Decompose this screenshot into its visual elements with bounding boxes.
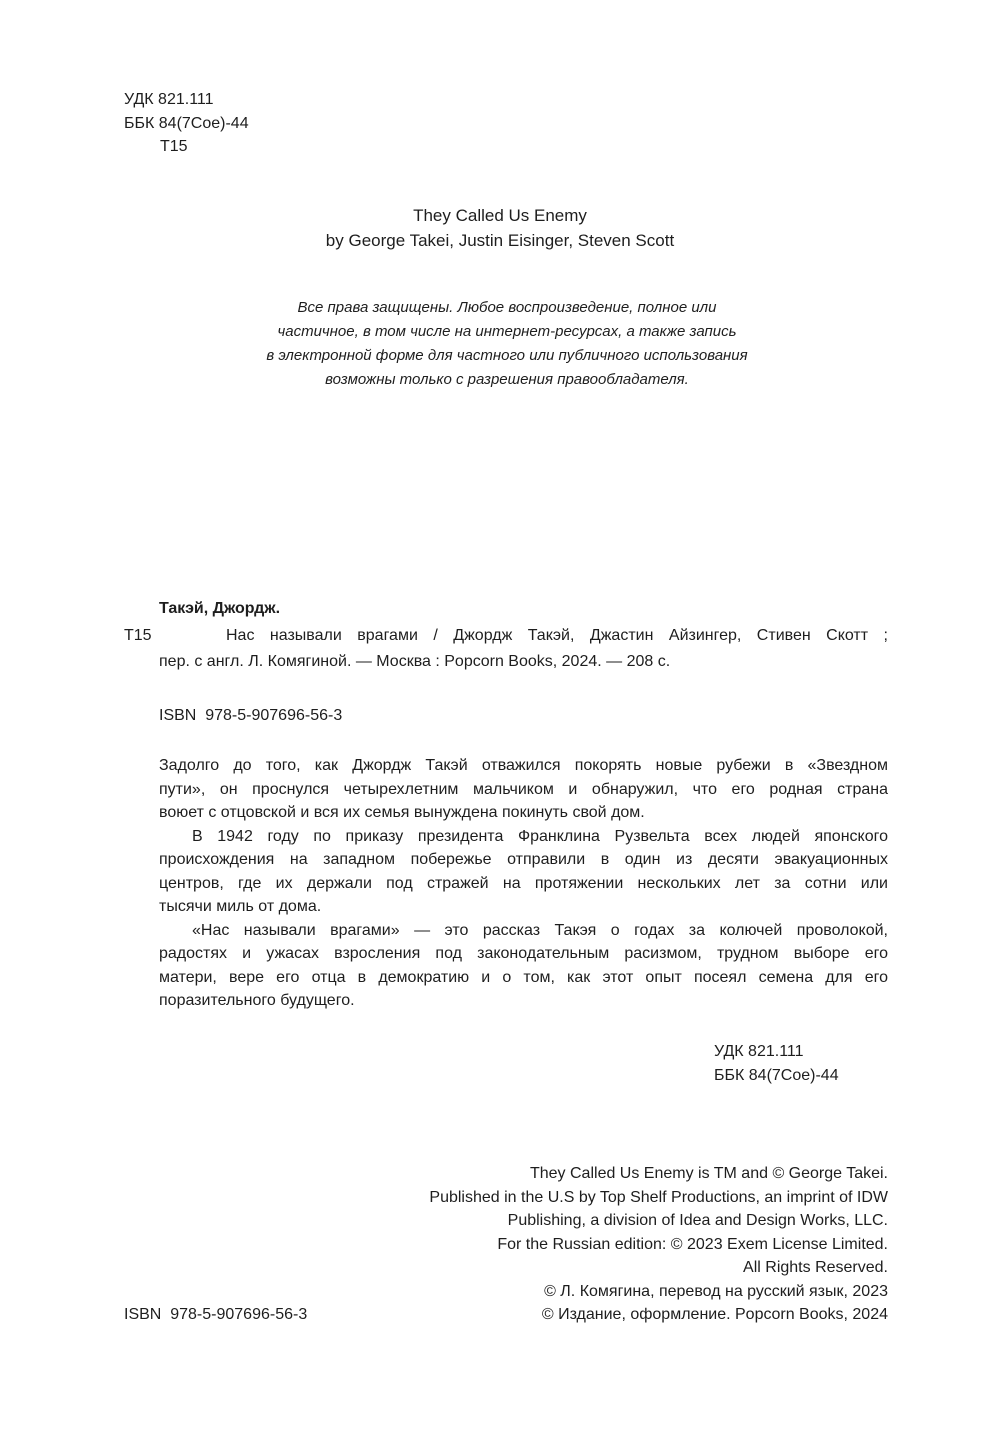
- bbk-code-bottom: ББК 84(7Сое)-44: [714, 1066, 839, 1084]
- copyright-line: They Called Us Enemy is TM and © George Takei.: [529, 1165, 888, 1182]
- annotation-line: воюет с отцовской и вся их семья вынуждена покинуть свой дом.: [159, 804, 645, 821]
- bbk-code: ББК 84(7Сое)-44: [124, 114, 249, 132]
- udk-code-bottom: УДК 821.111: [714, 1043, 804, 1060]
- annotation-line: происхождения на западном побережье отправили в один из десяти эвакуационных: [159, 851, 888, 868]
- annotation-line: В 1942 году по приказу президента Франклина Рузвельта всех людей японского: [192, 827, 888, 845]
- catalog-author-mark: Т15: [124, 627, 152, 644]
- copyright-line: All Rights Reserved.: [743, 1259, 888, 1276]
- udk-code: УДК 821.111: [124, 91, 214, 108]
- copyright-line: Published in the U.S by Top Shelf Productions, an imprint of IDW: [429, 1188, 888, 1206]
- copyright-line: © Л. Комягина, перевод на русский язык, 2023: [544, 1282, 888, 1300]
- isbn-bottom: ISBN 978-5-907696-56-3: [124, 1306, 308, 1323]
- author-heading: Такэй, Джордж.: [159, 600, 281, 617]
- catalog-description-line1: Нас называли врагами / Джордж Такэй, Джастин Айзингер, Стивен Скотт ;: [226, 627, 888, 644]
- copyright-block: [300, 1162, 888, 1327]
- rights-line: возможны только с разрешения правообладателя.: [325, 371, 689, 388]
- annotation-line: Задолго до того, как Джордж Такэй отважился покорять новые рубежи в «Звездном: [159, 757, 888, 774]
- copyright-line: Publishing, a division of Idea and Design Works, LLC.: [507, 1212, 888, 1229]
- annotation-paragraph-2: [159, 825, 888, 919]
- annotation-paragraph-3: [159, 919, 888, 1013]
- annotation-line: пути», он проснулся четырехлетним мальчиком и обнаружил, что его родная страна: [159, 780, 888, 798]
- copyright-line: © Издание, оформление. Popcorn Books, 2024: [541, 1306, 888, 1323]
- copyright-line: For the Russian edition: © 2023 Exem License Limited.: [497, 1235, 888, 1253]
- classification-top: [124, 88, 249, 159]
- annotation-paragraph-1: [159, 754, 888, 825]
- annotation-line: центров, где их держали под стражей на протяжении нескольких лет за сотни или: [159, 874, 888, 892]
- author-mark: Т15: [160, 138, 188, 155]
- annotation-line: радостях и ужасах взросления под законодательным расизмом, трудном выборе его: [159, 945, 888, 962]
- rights-line: в электронной форме для частного или публичного использования: [266, 347, 748, 364]
- rights-line: частичное, в том числе на интернет-ресурсах, а также запись: [277, 323, 737, 340]
- rights-notice: [0, 296, 1000, 392]
- rights-line: Все права защищены. Любое воспроизведение, полное или: [297, 299, 717, 316]
- annotation-line: поразительного будущего.: [159, 992, 355, 1009]
- catalog-isbn: ISBN 978-5-907696-56-3: [159, 707, 343, 724]
- catalog-description-line2: пер. с англ. Л. Комягиной. — Москва : Popcorn Books, 2024. — 208 с.: [159, 653, 671, 670]
- annotation-line: тысячи миль от дома.: [159, 898, 322, 915]
- annotation: [159, 754, 888, 1013]
- classification-bottom: [714, 1040, 839, 1087]
- annotation-line: матери, вере его отца в демократию и о том, как этот опыт посеял семена для его: [159, 968, 888, 986]
- original-authors: by George Takei, Justin Eisinger, Steven Scott: [325, 231, 675, 250]
- annotation-line: «Нас называли врагами» — это рассказ Такэя о годах за колючей проволокой,: [192, 921, 888, 939]
- original-title-block: [0, 203, 1000, 253]
- original-title: They Called Us Enemy: [413, 206, 587, 225]
